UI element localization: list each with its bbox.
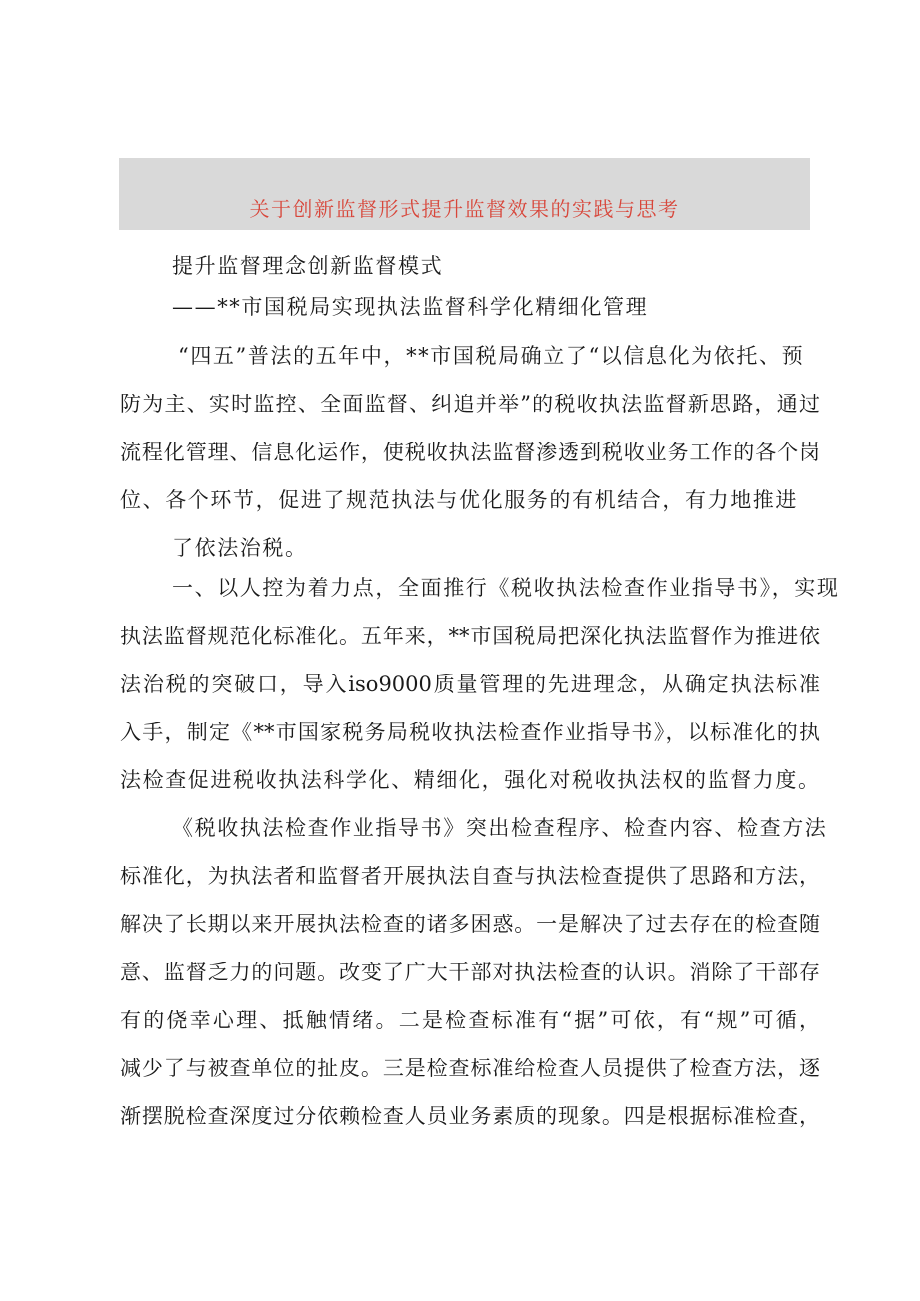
title-banner [119,158,810,230]
paragraph-4-line-2: 标准化，为执法者和监督者开展执法自查与执法检查提供了思路和方法， [120,866,820,888]
paragraph-3-line-3: 法治税的突破口，导入iso9000质量管理的先进理念，从确定执法标准 [120,674,820,696]
paragraph-4-line-1: 《税收执法检查作业指导书》突出检查程序、检查内容、检查方法 [172,816,828,840]
paragraph-3-line-5: 法检查促进税收执法科学化、精细化，强化对税收执法权的监督力度。 [120,768,821,792]
paragraph-4-line-4: 意、监督乏力的问题。改变了广大干部对执法检查的认识。消除了干部存 [120,962,820,984]
paragraph-3-line-1: 一、以人控为着力点，全面推行《税收执法检查作业指导书》，实现 [172,576,840,600]
document-byline: ——**市国税局实现执法监督科学化精细化管理 [172,295,649,319]
paragraph-1-line-2: 防为主、实时监控、全面监督、纠追并举”的税收执法监督新思路，通过 [120,394,820,416]
paragraph-4-line-3: 解决了长期以来开展执法检查的诸多困惑。一是解决了过去存在的检查随 [120,914,820,936]
paragraph-2-line-1: 了依法治税。 [172,536,308,560]
paragraph-4-line-6: 减少了与被查单位的扯皮。三是检查标准给检查人员提供了检查方法，逐 [120,1058,820,1080]
paragraph-3-line-2: 执法监督规范化标准化。五年来，**市国税局把深化执法监督作为推进依 [120,626,820,648]
paragraph-3-line-4: 入手，制定《**市国家税务局税收执法检查作业指导书》，以标准化的执 [120,722,820,744]
paragraph-4-line-7: 渐摆脱检查深度过分依赖检查人员业务素质的现象。四是根据标准检查， [120,1106,820,1128]
paragraph-1-line-4: 位、各个环节，促进了规范执法与优化服务的有机结合，有力地推进 [120,488,798,512]
document-subtitle: 提升监督理念创新监督模式 [172,254,444,278]
paragraph-1-line-1: “四五”普法的五年中，**市国税局确立了“以信息化为依托、预 [178,344,805,368]
document-title: 关于创新监督形式提升监督效果的实践与思考 [249,196,680,221]
paragraph-4-line-5: 有的侥幸心理、抵触情绪。二是检查标准有“据”可依，有“规”可循， [120,1010,820,1032]
paragraph-1-line-3: 流程化管理、信息化运作，使税收执法监督渗透到税收业务工作的各个岗 [120,442,820,464]
